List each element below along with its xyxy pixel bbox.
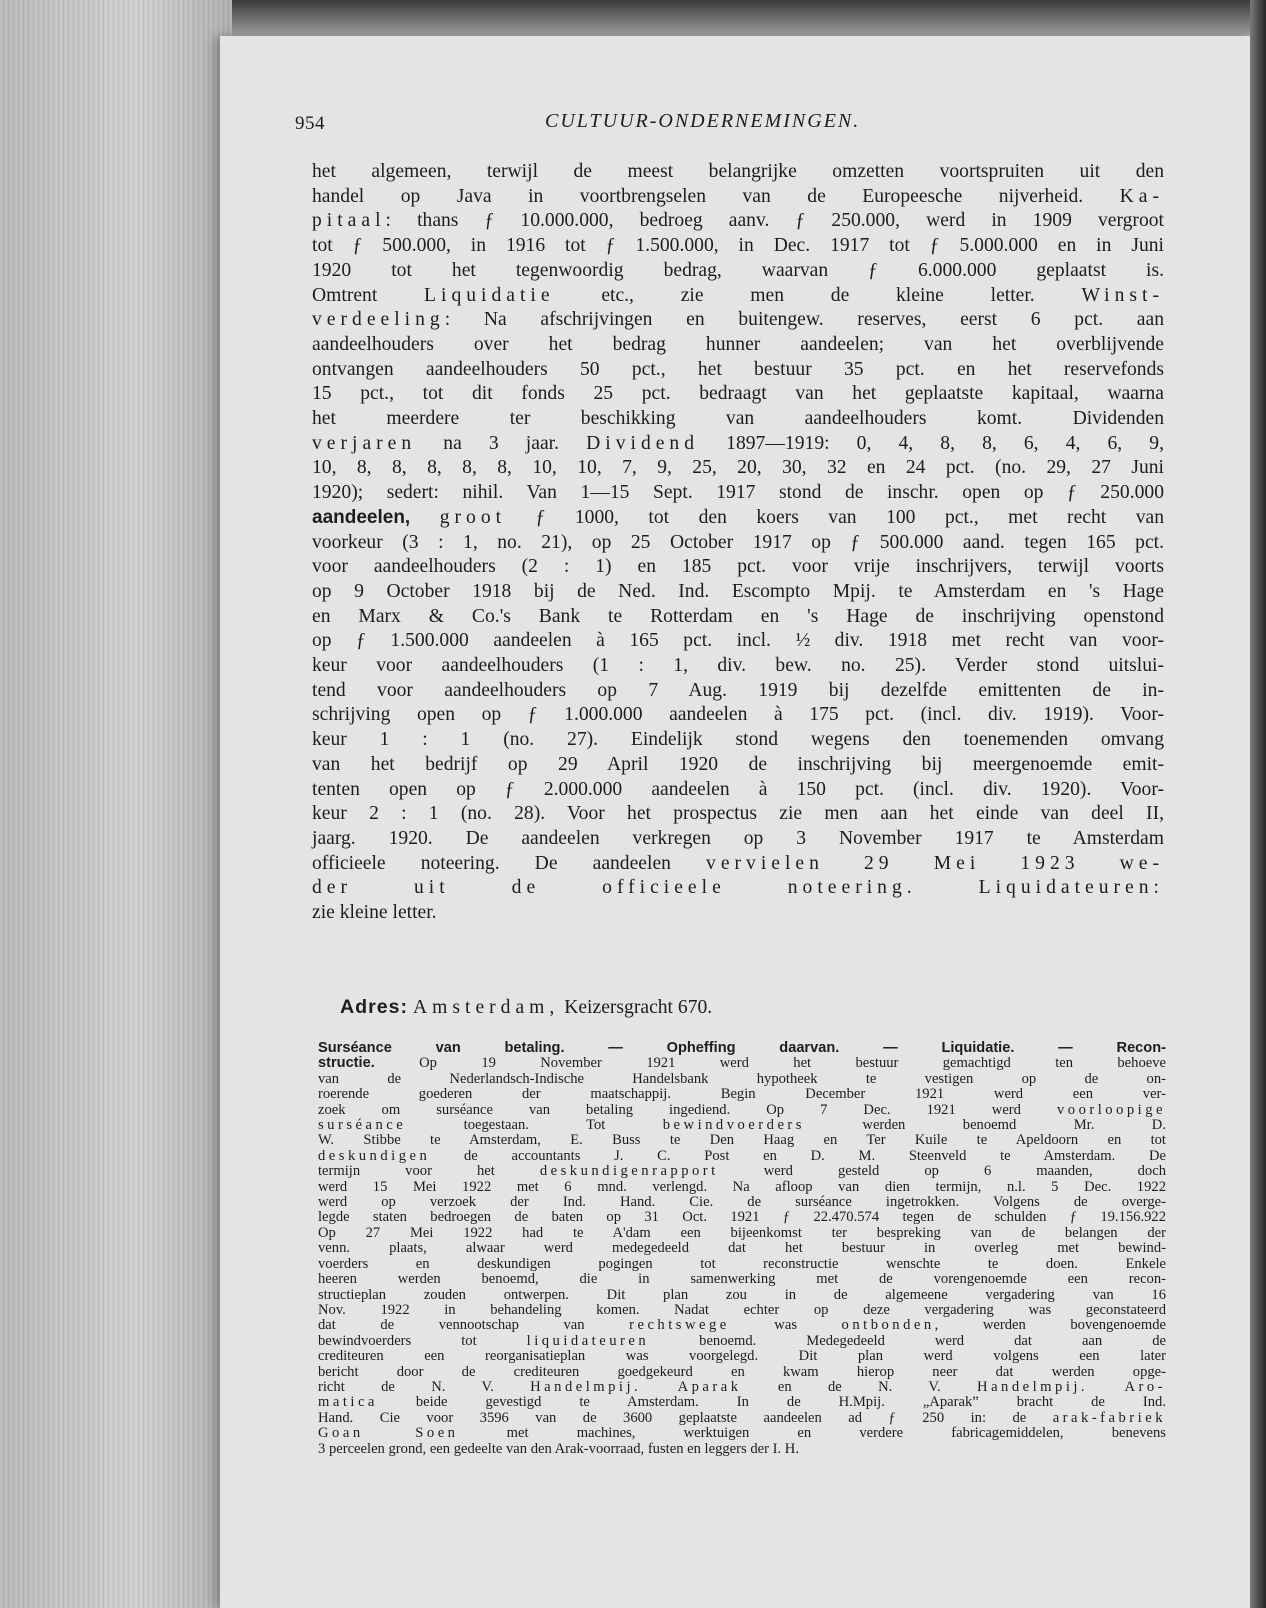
text-run: beide gevestigd te Amsterdam. In de H.Mpij. „Aparak” bracht de Ind.	[377, 1394, 1166, 1411]
text-line	[312, 753, 1164, 778]
text-run: bericht door de crediteuren goedgekeurd en kwam hierop neer dat werden opge-	[318, 1363, 1166, 1380]
text-line	[312, 456, 1164, 481]
text-line	[312, 481, 1164, 506]
text-line	[312, 852, 1164, 877]
address-city: Amsterdam,	[412, 997, 560, 1018]
text-line	[318, 1164, 1166, 1179]
running-head: CULTUUR-ONDERNEMINGEN.	[545, 110, 861, 132]
text-line	[318, 1334, 1166, 1349]
spaced-run: Goan Soen	[318, 1425, 459, 1442]
spaced-run: Aro-	[1124, 1378, 1167, 1395]
spaced-run: Liquidatie	[424, 284, 555, 306]
text-line	[312, 605, 1164, 630]
text-line	[318, 1395, 1166, 1410]
text-run: tend voor aandeelhouders op 7 Aug. 1919 bij dezelfde emittenten de in-	[312, 679, 1164, 701]
text-run: Op 27 Mei 1922 had te A'dam een bijeenkomst ter bespreking van de belangen der	[318, 1224, 1166, 1241]
spaced-run: Ka-	[1119, 185, 1164, 207]
spaced-run: arak-fabriek	[1052, 1409, 1166, 1426]
text-run: van de Nederlandsch-Indische Handelsbank hypotheek te vestigen op de on-	[318, 1070, 1166, 1087]
text-run: voerders en deskundigen pogingen tot reconstructie wenschte te doen. Enkele	[318, 1255, 1166, 1272]
text-line	[318, 1072, 1166, 1087]
text-line	[318, 1349, 1166, 1364]
text-line	[312, 827, 1164, 852]
spaced-run: Aparak	[677, 1378, 742, 1395]
text-run: 10, 8, 8, 8, 8, 8, 10, 10, 7, 9, 25, 20, 30, 32 en 24 pct. (no. 29, 27 Juni	[312, 457, 1164, 479]
text-run	[1088, 1379, 1124, 1395]
scanner-right-edge	[1250, 0, 1266, 1608]
text-run: keur 1 : 1 (no. 27). Eindelijk stond wegens den toenemenden omvang	[312, 729, 1164, 751]
text-line	[312, 234, 1164, 259]
text-run: venn. plaats, alwaar werd medegedeeld dat het bestuur in overleg met bewind-	[318, 1240, 1166, 1257]
text-run: legde staten bedroegen de baten op 31 Oct. 1921 ƒ 22.470.574 tegen de schulden ƒ 19.156.922	[318, 1209, 1166, 1226]
text-run: tot ƒ 500.000, in 1916 tot ƒ 1.500.000, in Dec. 1917 tot ƒ 5.000.000 en in Juni	[312, 235, 1164, 257]
text-run: dat de vennootschap van	[318, 1317, 630, 1334]
text-run: aandeelhouders over het bedrag hunner aandeelen; van het overblijvende	[312, 333, 1164, 355]
text-run: keur 2 : 1 (no. 28). Voor het prospectus zie men aan het einde van deel II,	[312, 803, 1164, 825]
text-line	[318, 1041, 1166, 1056]
spaced-run: Handelmpij.	[977, 1378, 1089, 1395]
spaced-run: verjaren	[312, 432, 417, 454]
text-run: op 9 October 1918 bij de Ned. Ind. Escompto Mpij. te Amsterdam en 's Hage	[312, 580, 1164, 602]
text-run: handel op Java in voortbrengselen van de Europeesche nijverheid.	[312, 185, 1120, 207]
text-line	[318, 1288, 1166, 1303]
spaced-run: vervielen 29 Mei 1923 we-	[706, 852, 1164, 874]
text-line	[318, 1133, 1166, 1148]
text-line	[312, 407, 1164, 432]
text-run: ƒ 1000, tot den koers van 100 pct., met recht van	[506, 506, 1164, 528]
text-line	[318, 1226, 1166, 1241]
text-run: met machines, werktuigen en verdere fabricagemiddelen, benevens	[458, 1425, 1166, 1442]
text-run	[410, 507, 440, 528]
text-line	[312, 531, 1164, 556]
text-run: zoek om surséance van betaling ingediend. Op 7 Dec. 1921 werd	[318, 1101, 1057, 1118]
text-run: werd gesteld op 6 maanden, doch	[718, 1163, 1166, 1180]
spaced-run: Winst-	[1081, 284, 1164, 306]
text-run: : thans ƒ 10.000.000, bedroeg aanv. ƒ 250.000, werd in 1909 vergroot	[385, 210, 1164, 232]
text-run: 1920 tot het tegenwoordig bedrag, waarvan ƒ 6.000.000 geplaatst is.	[312, 259, 1164, 281]
text-line	[318, 1118, 1166, 1133]
spaced-run: bewindvoerders	[662, 1117, 805, 1134]
text-line	[312, 901, 1164, 926]
bold-run: Surséance van betaling. — Opheffing daarvan. — Liquidatie. — Recon-	[318, 1040, 1166, 1056]
text-line	[318, 1318, 1166, 1333]
text-line	[312, 259, 1164, 284]
spaced-run: matica	[318, 1394, 378, 1411]
text-run: officieele noteering. De aandeelen	[312, 852, 707, 874]
text-run: werd 15 Mei 1922 met 6 mnd. verlengd. Na afloop van dien termijn, n.l. 5 Dec. 1922	[318, 1178, 1166, 1195]
address-line	[340, 996, 712, 1019]
text-run: 1897—1919: 0, 4, 8, 8, 6, 4, 6, 9,	[699, 432, 1164, 454]
text-run: het meerdere ter beschikking van aandeelhouders komt. Dividenden	[312, 408, 1164, 430]
text-run: het algemeen, terwijl de meest belangrijke omzetten voortspruiten uit den	[312, 161, 1164, 182]
text-line	[312, 333, 1164, 358]
bold-run: structie.	[318, 1055, 375, 1072]
bold-run: aandeelen,	[312, 506, 411, 528]
text-run: , werden bovengenoemde	[934, 1317, 1166, 1334]
spaced-run: verdeeling	[312, 309, 445, 331]
text-line	[312, 703, 1164, 728]
text-line	[312, 506, 1164, 531]
text-line	[312, 580, 1164, 605]
text-run: ontvangen aandeelhouders 50 pct., het bestuur 35 pct. en het reservefonds	[312, 358, 1164, 380]
text-line	[318, 1180, 1166, 1195]
text-line	[312, 679, 1164, 704]
text-run: structieplan zouden ontwerpen. Dit plan zou in de algemeene vergadering van 16	[318, 1286, 1166, 1303]
text-line	[318, 1380, 1166, 1395]
text-line	[318, 1087, 1166, 1102]
page-number: 954	[295, 113, 325, 134]
text-line	[312, 185, 1164, 210]
text-line	[312, 209, 1164, 234]
text-line	[312, 308, 1164, 333]
text-line	[312, 802, 1164, 827]
main-body-text	[312, 160, 1164, 926]
text-line	[312, 160, 1164, 185]
text-line	[318, 1272, 1166, 1287]
text-run: crediteuren een reorganisatieplan was voorgelegd. Dit plan werd volgens een later	[318, 1348, 1166, 1365]
spaced-run: Dividend	[586, 432, 700, 454]
text-run: : Na afschrijvingen en buitengew. reserves, eerst 6 pct. aan	[444, 309, 1164, 331]
address-label: Adres:	[340, 996, 409, 1018]
spaced-run: surséance	[318, 1117, 407, 1134]
text-run: en Marx & Co.'s Bank te Rotterdam en 's Hage de inschrijving openstond	[312, 605, 1164, 627]
text-line	[312, 778, 1164, 803]
text-line	[318, 1303, 1166, 1318]
small-print-text	[318, 1041, 1166, 1457]
text-line	[312, 284, 1164, 309]
text-line	[312, 876, 1164, 901]
text-line	[318, 1411, 1166, 1426]
text-run: na 3 jaar.	[416, 432, 587, 454]
text-run: van het bedrijf op 29 April 1920 de inschrijving bij meergenoemde emit-	[312, 753, 1164, 775]
text-line	[312, 358, 1164, 383]
spaced-run: liquidateuren	[526, 1332, 650, 1349]
address-street: Keizersgracht 670.	[559, 997, 713, 1018]
text-run: werden benoemd Mr. D.	[804, 1117, 1166, 1134]
text-run: jaarg. 1920. De aandeelen verkregen op 3 November 1917 te Amsterdam	[312, 827, 1164, 849]
spaced-run: rechtswege	[629, 1317, 730, 1334]
text-line	[318, 1103, 1166, 1118]
text-run: bewindvoerders tot	[318, 1332, 527, 1349]
text-run: toegestaan. Tot	[406, 1117, 663, 1134]
text-line	[318, 1056, 1166, 1071]
text-run: etc., zie men de kleine letter.	[554, 284, 1082, 306]
text-line	[318, 1442, 1166, 1457]
text-run: voor aandeelhouders (2 : 1) en 185 pct. voor vrije inschrijvers, terwijl voorts	[312, 556, 1164, 578]
text-run: voorkeur (3 : 1, no. 21), op 25 October 1917 op ƒ 500.000 aand. tegen 165 pct.	[312, 531, 1164, 553]
text-line	[318, 1365, 1166, 1380]
spaced-run: der uit de officieele noteering. Liquidateuren:	[312, 877, 1164, 899]
text-run: Op 19 November 1921 werd het bestuur gemachtigd ten behoeve	[374, 1055, 1166, 1072]
text-run	[641, 1379, 677, 1395]
spaced-run: ontbonden	[841, 1317, 935, 1334]
spaced-run: Handelmpij.	[530, 1378, 642, 1395]
text-line	[312, 629, 1164, 654]
text-line	[312, 382, 1164, 407]
text-line	[318, 1257, 1166, 1272]
text-run: keur voor aandeelhouders (1 : 1, div. bew. no. 25). Verder stond uitslui-	[312, 655, 1164, 677]
text-run: en de N. V.	[741, 1378, 978, 1395]
text-line	[312, 728, 1164, 753]
text-line	[312, 654, 1164, 679]
spaced-run: voorloopige	[1056, 1101, 1166, 1118]
spaced-run: groot	[439, 506, 507, 528]
spaced-run: deskundigen	[318, 1147, 431, 1164]
text-run: de accountants J. C. Post en D. M. Steenveld te Amsterdam. De	[430, 1147, 1166, 1164]
text-run: Nov. 1922 in behandeling komen. Nadat echter op deze vergadering was geconstateerd	[318, 1301, 1166, 1318]
text-run: tenten open op ƒ 2.000.000 aandeelen à 150 pct. (incl. div. 1920). Voor-	[312, 778, 1164, 800]
text-line	[318, 1210, 1166, 1225]
text-line	[318, 1149, 1166, 1164]
text-line	[318, 1195, 1166, 1210]
text-run: roerende goederen der maatschappij. Begin December 1921 werd een ver-	[318, 1086, 1166, 1103]
text-run: schrijving open op ƒ 1.000.000 aandeelen à 175 pct. (incl. div. 1919). Voor-	[312, 704, 1164, 726]
text-run: zie kleine letter.	[312, 902, 437, 924]
text-run: 15 pct., tot dit fonds 25 pct. bedraagt van het geplaatste kapitaal, waarna	[312, 383, 1164, 405]
text-run: richt de N. V.	[318, 1378, 531, 1395]
spaced-run: deskundigenrapport	[539, 1163, 719, 1180]
text-run: W. Stibbe te Amsterdam, E. Buss te Den Haag en Ter Kuile te Apeldoorn en tot	[318, 1132, 1166, 1149]
text-run: termijn voor het	[318, 1163, 540, 1180]
text-run: op ƒ 1.500.000 aandeelen à 165 pct. incl. ½ div. 1918 met recht van voor-	[312, 630, 1164, 652]
spaced-run: pitaal	[312, 210, 386, 232]
text-run: Omtrent	[312, 284, 425, 306]
text-line	[312, 432, 1164, 457]
text-line	[318, 1426, 1166, 1441]
text-run: heeren werden benoemd, die in samenwerking met de vorengenoemde een recon-	[318, 1271, 1166, 1288]
text-run: 3 perceelen grond, een gedeelte van den Arak-voorraad, fusten en leggers der I. H.	[318, 1440, 799, 1457]
text-run: was	[729, 1317, 842, 1334]
text-run: Hand. Cie voor 3596 van de 3600 geplaatste aandeelen ad ƒ 250 in: de	[318, 1409, 1053, 1426]
book-page-edges	[0, 0, 232, 1608]
text-line	[312, 555, 1164, 580]
text-run: benoemd. Medegedeeld werd dat aan de	[649, 1332, 1166, 1349]
text-run: 1920); sedert: nihil. Van 1—15 Sept. 1917 stond de inschr. open op ƒ 250.000	[312, 482, 1164, 504]
text-line	[318, 1241, 1166, 1256]
text-run: werd op verzoek der Ind. Hand. Cie. de surséance ingetrokken. Volgens de overge-	[318, 1194, 1166, 1211]
